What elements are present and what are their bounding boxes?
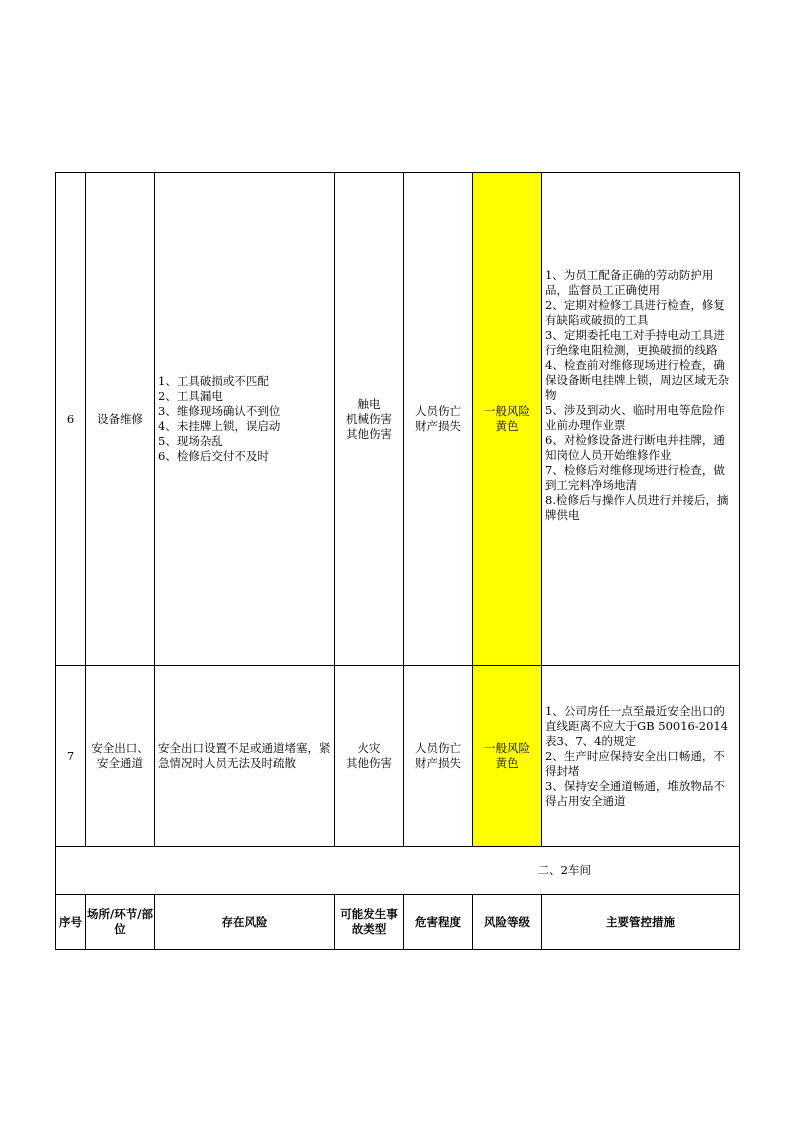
harm-degree-cell: 人员伤亡 财产损失 <box>404 173 473 666</box>
header-accident-type: 可能发生事故类型 <box>335 895 404 950</box>
header-row <box>56 895 740 950</box>
accident-type-cell: 火灾 其他伤害 <box>335 666 404 847</box>
risk-control-table <box>55 172 740 950</box>
header-no: 序号 <box>56 895 86 950</box>
table-row <box>56 173 740 666</box>
control-measures-cell: 1、公司房任一点至最近安全出口的直线距离不应大于GB 50016-2014表3、7、4的规定 2、生产时应保持安全出口畅通，不得封堵 3、保持安全通道畅通，堆放物品不得占用安全通道 <box>542 666 740 847</box>
risk-cell: 1、工具破损或不匹配 2、工具漏电 3、维修现场确认不到位 4、未挂牌上锁，误启动 5、现场杂乱 6、检修后交付不及时 <box>155 173 335 666</box>
header-control-measures: 主要管控措施 <box>542 895 740 950</box>
place-cell: 设备维修 <box>86 173 155 666</box>
header-place: 场所/环节/部位 <box>86 895 155 950</box>
risk-level-cell: 一般风险 黄色 <box>473 666 542 847</box>
control-measures-cell: 1、为员工配备正确的劳动防护用品，监督员工正确使用 2、定期对检修工具进行检查，修复有缺陷或破损的工具 3、定期委托电工对手持电动工具进行绝缘电阻检测，更换破损的线路 4、检查前对维修现场进行检查，确保设备断电挂牌上锁，周边区域无杂物 5、涉及到动火、临时用电等危险作业前办理作业票 6、对检修设备进行断电并挂牌，通知岗位人员开始维修作业 7、检修后对维修现场进行检查，做到工完料净场地清 8.检修后与操作人员进行并接后，摘牌供电 <box>542 173 740 666</box>
header-harm-degree: 危害程度 <box>404 895 473 950</box>
row-number: 6 <box>56 173 86 666</box>
risk-cell: 安全出口设置不足或通道堵塞，紧急情况时人员无法及时疏散 <box>155 666 335 847</box>
section-row <box>56 847 740 895</box>
header-risk: 存在风险 <box>155 895 335 950</box>
table-row <box>56 666 740 847</box>
place-cell: 安全出口、安全通道 <box>86 666 155 847</box>
harm-degree-cell: 人员伤亡 财产损失 <box>404 666 473 847</box>
risk-level-cell: 一般风险 黄色 <box>473 173 542 666</box>
accident-type-cell: 触电 机械伤害 其他伤害 <box>335 173 404 666</box>
section-title: 二、2车间 <box>56 847 740 895</box>
row-number: 7 <box>56 666 86 847</box>
header-risk-level: 风险等级 <box>473 895 542 950</box>
